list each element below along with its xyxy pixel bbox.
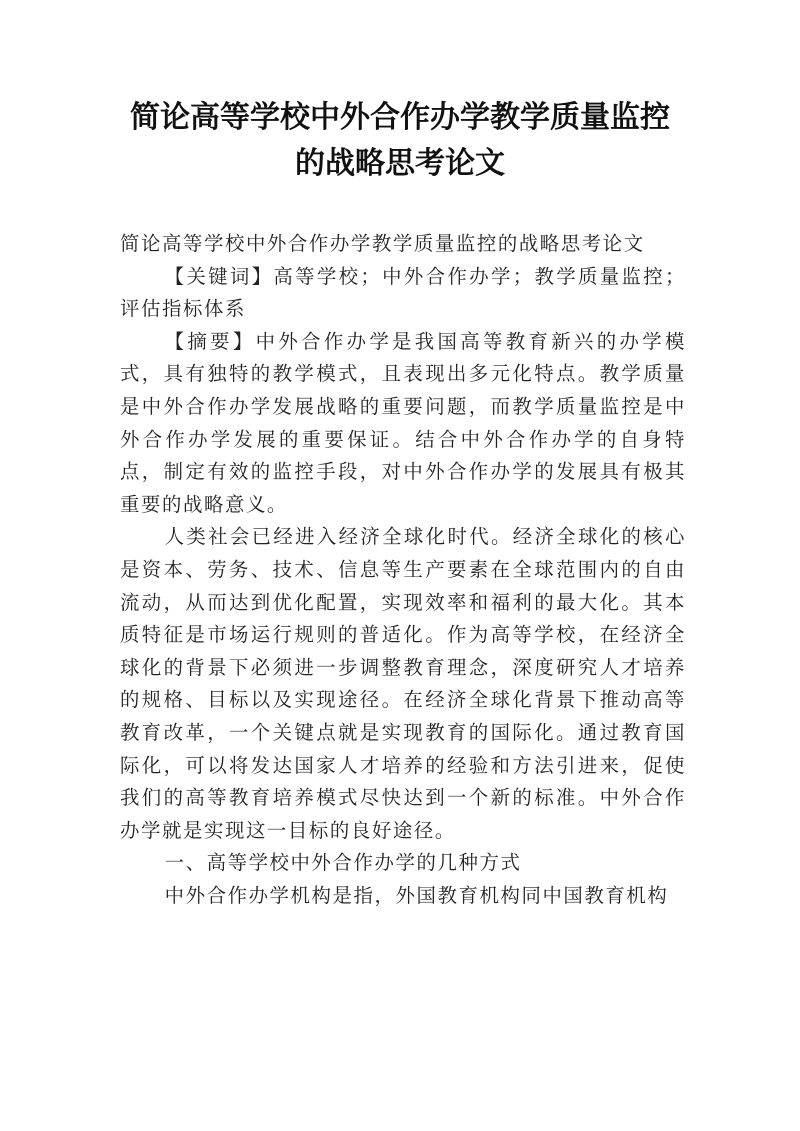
document-title — [0, 95, 800, 187]
keywords-paragraph: 【关键词】高等学校；中外合作办学；教学质量监控；评估指标体系 — [120, 264, 686, 321]
title-line-2: 的战略思考论文 — [295, 146, 505, 181]
document-body — [120, 228, 686, 912]
section-heading: 一、高等学校中外合作办学的几种方式 — [164, 851, 522, 875]
title-line-1: 简论高等学校中外合作办学教学质量监控 — [130, 100, 670, 135]
abstract-paragraph: 【摘要】中外合作办学是我国高等教育新兴的办学模式，具有独特的教学模式，且表现出多元化特点。教学质量是中外合作办学发展战略的重要问题，而教学质量监控是中外合作办学发展的重要保证。结合中外合作办学的自身特点，制定有效的监控手段，对中外合作办学的发展具有极其重要的战略意义。 — [120, 329, 686, 516]
subtitle-paragraph: 简论高等学校中外合作办学教学质量监控的战略思考论文 — [120, 232, 645, 255]
body-paragraph: 人类社会已经进入经济全球化时代。经济全球化的核心是资本、劳务、技术、信息等生产要素在全球范围内的自由流动，从而达到优化配置，实现效率和福利的最大化。其本质特征是市场运行规则的普适化。作为高等学校，在经济全球化的背景下必须进一步调整教育理念，深度研究人才培养的规格、目标以及实现途径。在经济全球化背景下推动高等教育改革，一个关键点就是实现教育的国际化。通过教育国际化，可以将发达国家人才培养的经验和方法引进来，促使我们的高等教育培养模式尽快达到一个新的标准。中外合作办学就是实现这一目标的良好途径。 — [120, 525, 686, 842]
body-paragraph: 中外合作办学机构是指，外国教育机构同中国教育机构 — [164, 883, 669, 907]
